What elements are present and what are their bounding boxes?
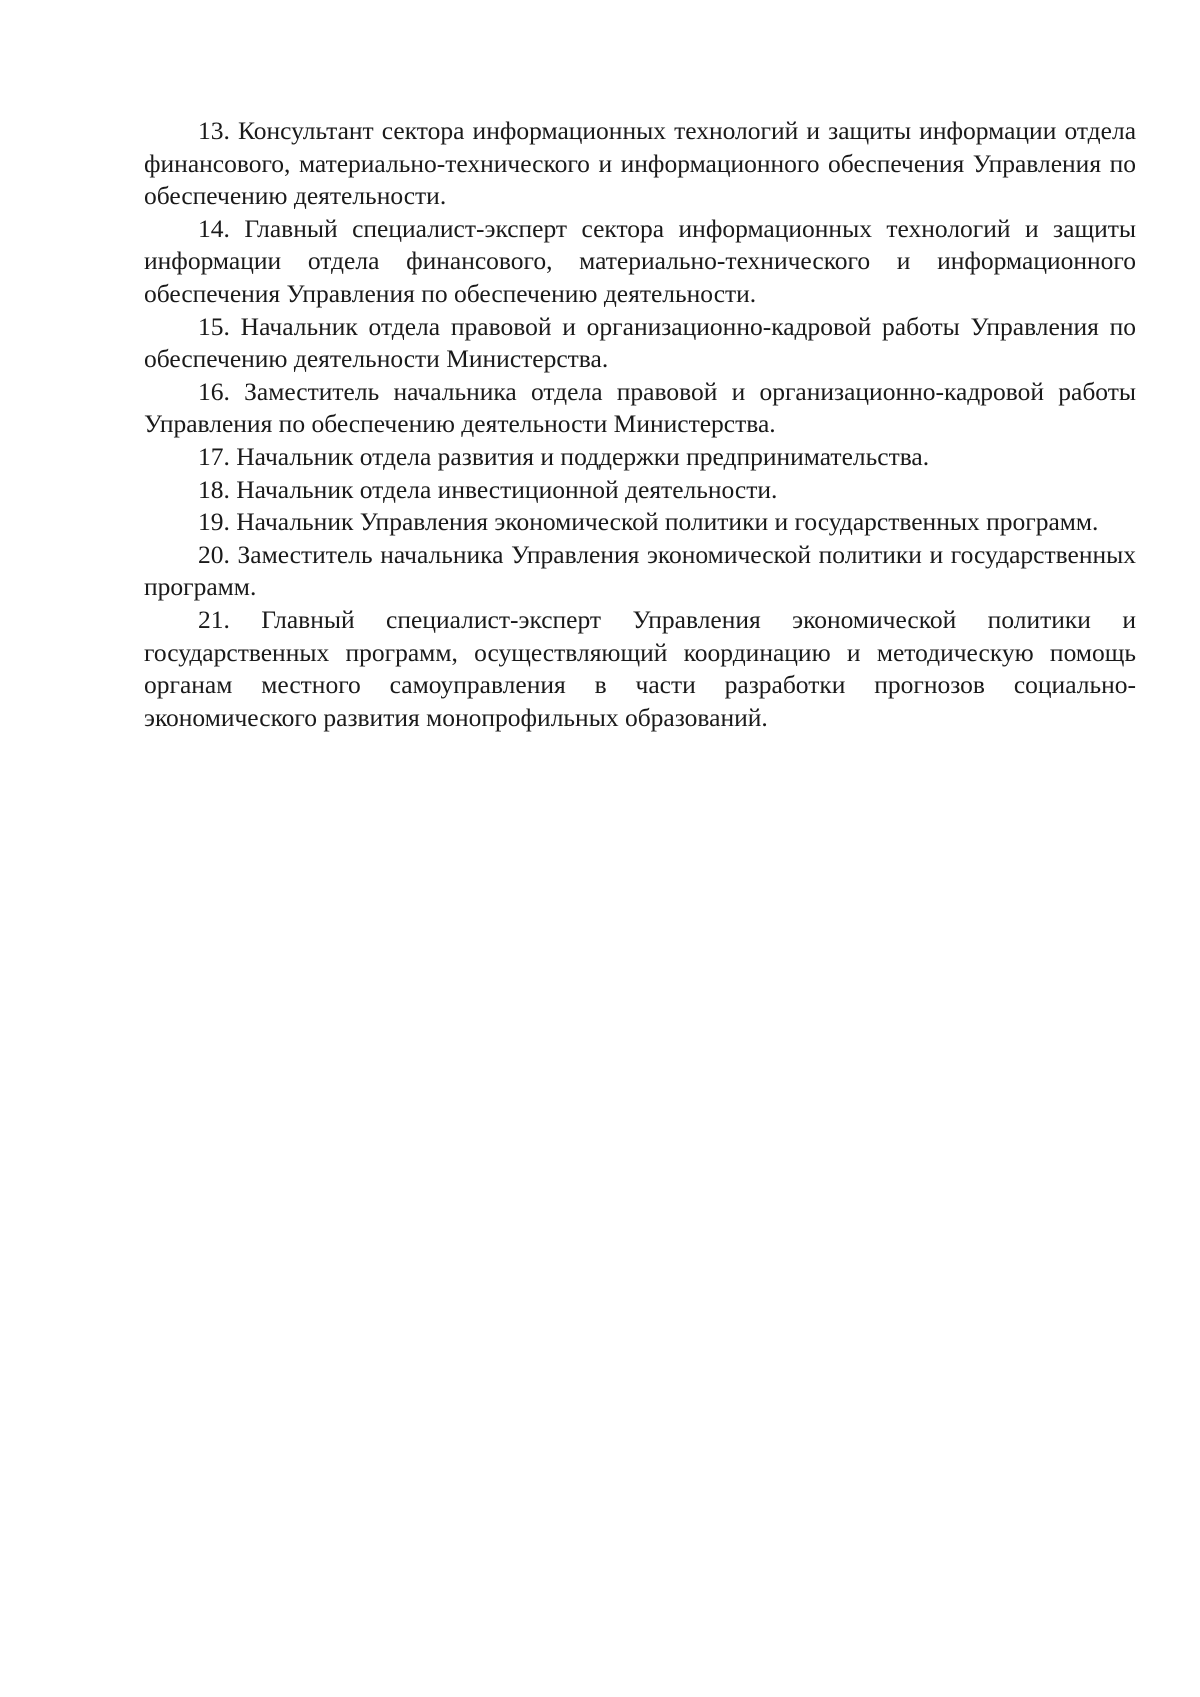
item-number: 18. [198,474,230,504]
list-item [144,213,1136,311]
item-text: Начальник отдела правовой и организационно-кадровой работы Управления по обеспечению деятельности Министерства. [144,311,1137,374]
item-text: Консультант сектора информационных технологий и защиты информации отдела финансового, материально-технического и информационного обеспечения Управления по обеспечению деятельности. [144,116,1137,211]
item-number: 17. [198,441,230,471]
item-number: 21. [198,604,230,634]
list-item [144,474,1136,507]
item-number: 13. [198,116,230,145]
list-item [144,604,1136,734]
list-item [144,539,1136,604]
position-list [144,115,1136,734]
item-text: Заместитель начальника отдела правовой и организационно-кадровой работы Управления по обеспечению деятельности Министерства. [144,376,1137,439]
item-text: Главный специалист-эксперт сектора информационных технологий и защиты информации отдела финансового, материально-технического и информационного обеспечения Управления по обеспечению деятельности. [144,213,1137,308]
list-item [144,376,1136,441]
item-number: 15. [198,311,230,341]
list-item [144,441,1136,474]
item-number: 14. [198,213,230,243]
list-item [144,115,1136,213]
item-text: Главный специалист-эксперт Управления экономической политики и государственных программ, осуществляющий координацию и методическую помощь органам местного самоуправления в части разработки прогнозов социально-экономического развития монопрофильных образований. [144,604,1136,732]
list-item [144,506,1136,539]
item-number: 19. [198,507,230,537]
item-text: Начальник отдела развития и поддержки предпринимательства. [236,441,930,471]
item-text: Начальник Управления экономической политики и государственных программ. [236,507,1099,537]
list-item [144,311,1136,376]
item-text: Заместитель начальника Управления экономической политики и государственных программ. [144,539,1136,602]
item-number: 16. [198,376,230,406]
item-text: Начальник отдела инвестиционной деятельности. [236,474,778,504]
item-number: 20. [198,539,230,569]
